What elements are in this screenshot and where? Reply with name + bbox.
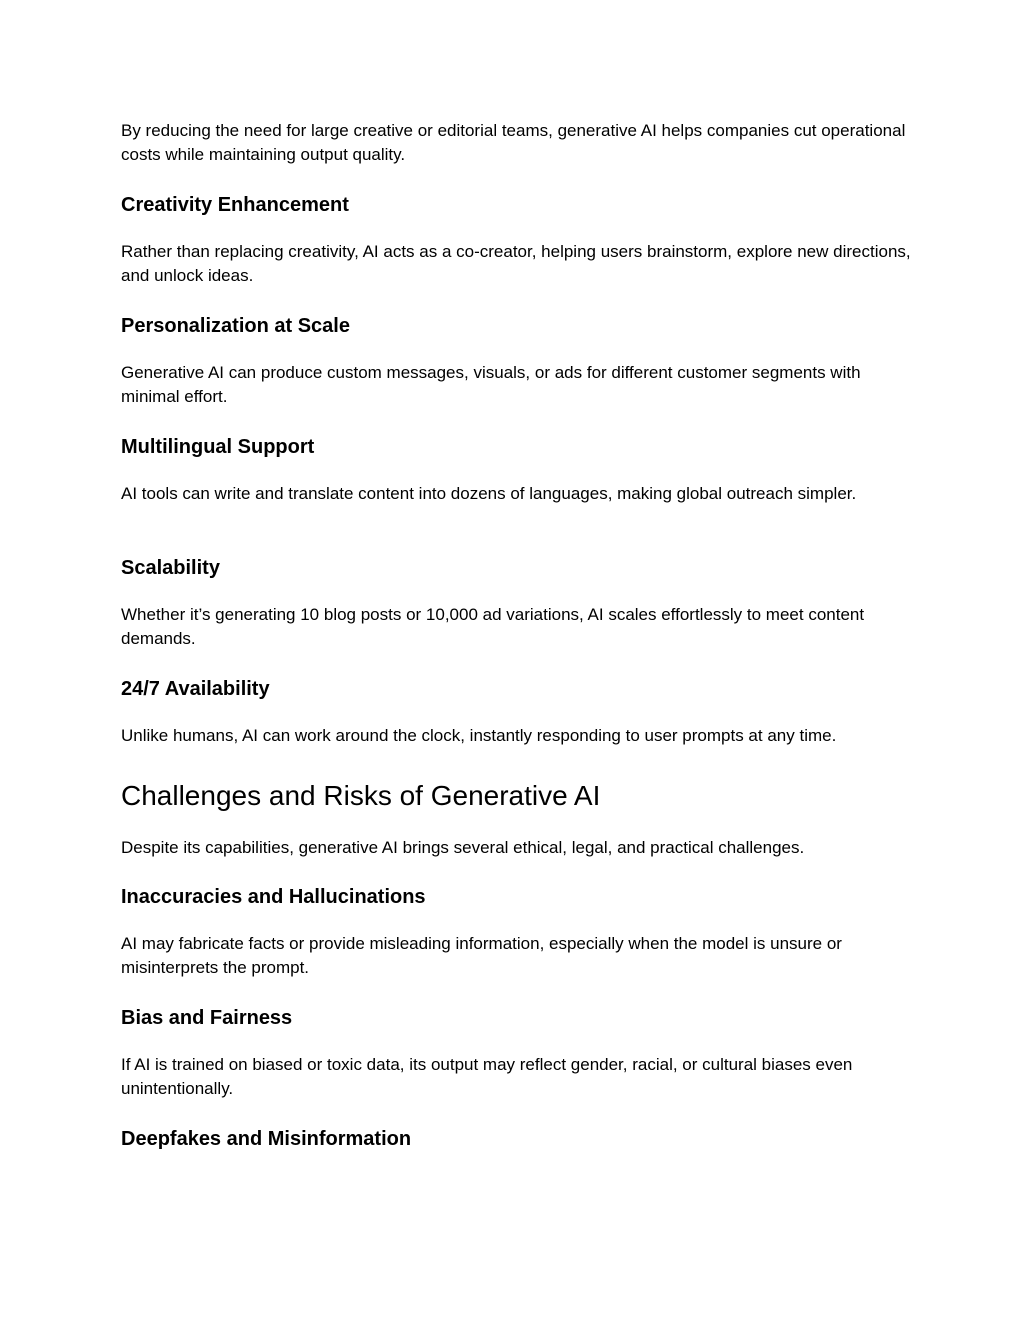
heading-multilingual-support: Multilingual Support (121, 436, 315, 458)
section-title-challenges: Challenges and Risks of Generative AI (121, 780, 601, 811)
paragraph-24-7-availability: Unlike humans, AI can work around the clock, instantly responding to user prompts at any time. (121, 726, 837, 745)
paragraph-bias-and-fairness: If AI is trained on biased or toxic data, its output may reflect gender, racial, or cultural biases even unintentionally. (121, 1055, 853, 1098)
heading-deepfakes-and-misinformation: Deepfakes and Misinformation (121, 1128, 412, 1150)
paragraph-scalability: Whether it’s generating 10 blog posts or 10,000 ad variations, AI scales effortlessly to meet content demands. (121, 605, 865, 648)
heading-inaccuracies-and-hallucinations: Inaccuracies and Hallucinations (121, 886, 426, 908)
paragraph-challenges-intro: Despite its capabilities, generative AI brings several ethical, legal, and practical challenges. (121, 838, 805, 857)
heading-24-7-availability: 24/7 Availability (121, 678, 270, 700)
heading-scalability: Scalability (121, 557, 220, 579)
heading-personalization-at-scale: Personalization at Scale (121, 315, 350, 337)
heading-bias-and-fairness: Bias and Fairness (121, 1007, 293, 1029)
paragraph-multilingual-support: AI tools can write and translate content into dozens of languages, making global outreach simpler. (121, 484, 857, 503)
heading-creativity-enhancement: Creativity Enhancement (121, 194, 349, 216)
paragraph-inaccuracies-and-hallucinations: AI may fabricate facts or provide misleading information, especially when the model is unsure or misinterprets the prompt. (121, 934, 842, 977)
paragraph-creativity-enhancement: Rather than replacing creativity, AI acts as a co-creator, helping users brainstorm, explore new directions, and unlock ideas. (121, 242, 911, 285)
paragraph-personalization-at-scale: Generative AI can produce custom messages, visuals, or ads for different customer segments with minimal effort. (121, 363, 861, 406)
intro-paragraph: By reducing the need for large creative or editorial teams, generative AI helps companies cut operational costs while maintaining output quality. (121, 121, 906, 164)
